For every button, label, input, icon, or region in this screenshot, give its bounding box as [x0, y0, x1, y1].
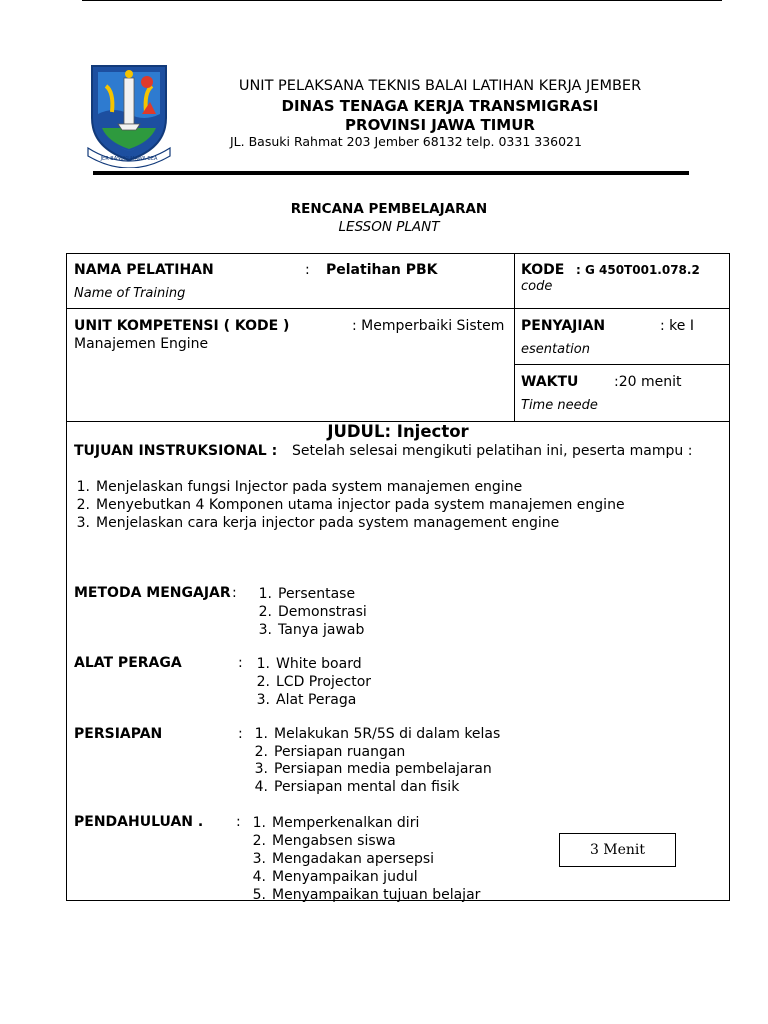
document-title: RENCANA PEMBELAJARAN [290, 201, 488, 217]
list-item: 1. White board [256, 656, 362, 672]
header-address: JL. Basuki Rahmat 203 Jember 68132 telp. 0331 336021 [230, 134, 582, 149]
alat-peraga-list [248, 655, 371, 709]
list-item: 3. Mengadakan apersepsi [252, 851, 435, 867]
waktu-sublabel: Time neede [521, 398, 598, 413]
pendahuluan-colon: : [236, 814, 241, 830]
row-divider-2 [514, 364, 730, 365]
row-divider-1 [66, 308, 730, 309]
unit-kompetensi-label: UNIT KOMPETENSI ( KODE ) [74, 318, 290, 334]
header-line2: DINAS TENAGA KERJA TRANSMIGRASI [281, 97, 599, 115]
judul-heading: JUDUL: Injector [327, 422, 469, 441]
list-item: 4. Persiapan mental dan fisik [254, 778, 460, 795]
tujuan-text: Setelah selesai mengikuti pelatihan ini, peserta mampu : [292, 443, 693, 459]
persiapan-label: PERSIAPAN [74, 726, 163, 742]
pendahuluan-label: PENDAHULUAN . [74, 814, 204, 830]
list-item: 5. Menyampaikan tujuan belajar [252, 887, 481, 903]
list-item: 2. LCD Projector [256, 674, 372, 690]
list-item: 2. Mengabsen siswa [252, 833, 396, 849]
list-item: 1. Melakukan 5R/5S di dalam kelas [254, 726, 501, 742]
list-item: 1. Memperkenalkan diri [252, 815, 420, 831]
list-item: 2. Persiapan ruangan [254, 743, 406, 760]
list-item: 3. Alat Peraga [256, 692, 357, 708]
nama-pelatihan-sublabel: Name of Training [74, 286, 186, 301]
header-line3: PROVINSI JAWA TIMUR [345, 116, 535, 134]
waktu-value: :20 menit [614, 374, 682, 390]
kode-label: KODE [521, 262, 565, 278]
alat-peraga-colon: : [238, 655, 243, 671]
tujuan-list [68, 478, 625, 532]
top-border-line [82, 0, 722, 1]
metoda-colon: : [232, 585, 237, 601]
header-line1: UNIT PELAKSANA TEKNIS BALAI LATIHAN KERJA JEMBER [238, 78, 642, 94]
metoda-list [250, 585, 367, 639]
nama-pelatihan-label: NAMA PELATIHAN [74, 262, 214, 278]
document-subtitle: LESSON PLANT [338, 219, 440, 235]
nama-pelatihan-colon: : [305, 262, 310, 278]
list-item: 3. Tanya jawab [258, 622, 365, 638]
logo-motto: JER BASUKI MAWA BEA [100, 156, 158, 162]
duration-box: 3 Menit [559, 833, 676, 867]
waktu-label: WAKTU [521, 374, 579, 390]
list-item: 3. Persiapan media pembelajaran [254, 761, 492, 777]
nama-pelatihan-value: Pelatihan PBK [326, 262, 438, 278]
tujuan-label: TUJUAN INSTRUKSIONAL : [74, 443, 278, 459]
list-item: 2. Menyebutkan 4 Komponen utama injector pada system manajemen engine [76, 497, 625, 513]
kode-sublabel: code [521, 279, 553, 294]
list-item: 3. Menjelaskan cara kerja injector pada system management engine [76, 515, 560, 531]
pendahuluan-list [244, 814, 480, 904]
list-item: 4. Menyampaikan judul [252, 869, 418, 885]
alat-peraga-label: ALAT PERAGA [74, 655, 182, 671]
persiapan-colon: : [238, 726, 243, 742]
provincial-emblem-logo [84, 56, 174, 168]
persiapan-list [246, 726, 500, 796]
kode-value: : G 450T001.078.2 [576, 263, 700, 277]
unit-kompetensi-value-cont: Manajemen Engine [74, 336, 209, 352]
list-item: 1. Persentase [258, 586, 356, 602]
header-rule [93, 171, 689, 175]
penyajian-sublabel: esentation [521, 342, 590, 357]
list-item: 2. Demonstrasi [258, 604, 367, 620]
list-item: 1. Menjelaskan fungsi Injector pada system manajemen engine [76, 479, 523, 495]
penyajian-label: PENYAJIAN [521, 318, 606, 334]
penyajian-value: : ke I [660, 318, 694, 334]
metoda-label: METODA MENGAJAR [74, 585, 231, 601]
column-divider [514, 253, 515, 421]
unit-kompetensi-value: : Memperbaiki Sistem [352, 318, 505, 334]
